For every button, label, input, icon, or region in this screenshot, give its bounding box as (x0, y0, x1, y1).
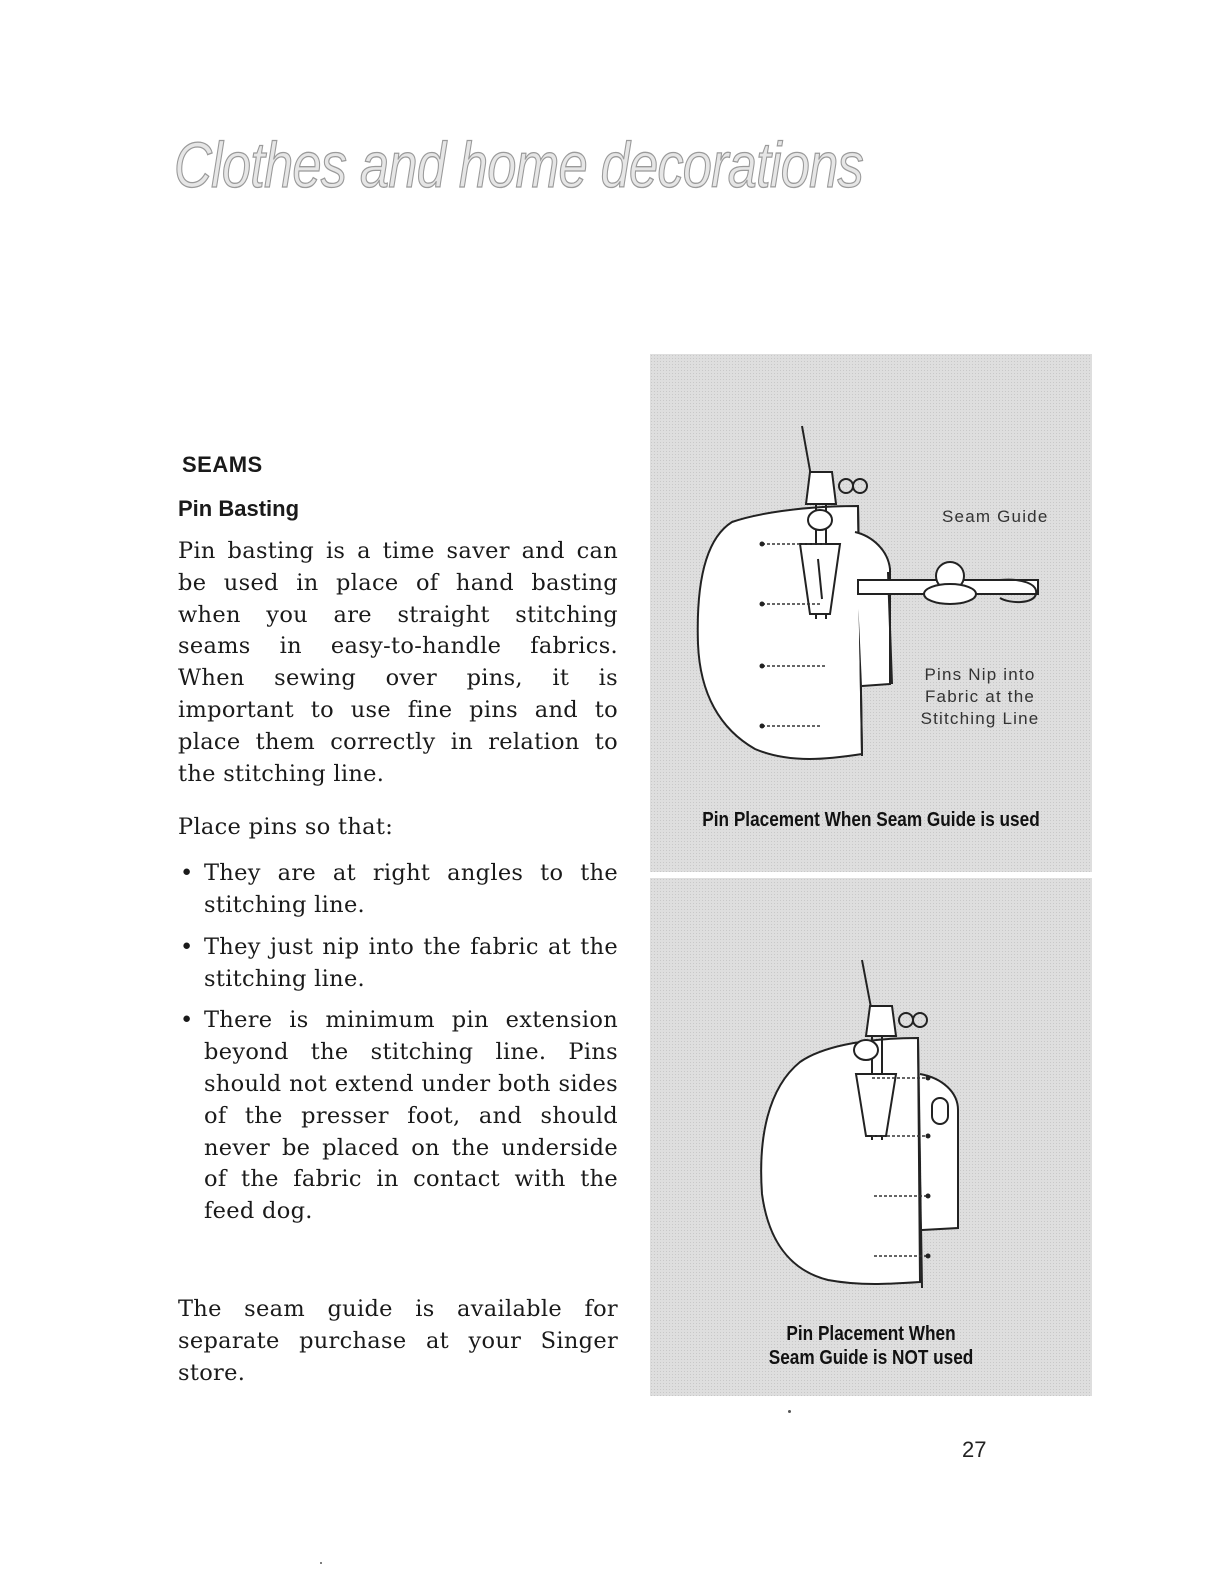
list-item-text: There is minimum pin extension beyond the stitching line. Pins should not extend under both sides of the presser foot, and should never be placed on the underside of the fabric in contact with the feed dog. (204, 1007, 618, 1225)
text-column (178, 452, 618, 1238)
list-item (178, 932, 618, 996)
list-item-text: They are at right angles to the stitching line. (204, 860, 618, 918)
list-item (178, 1005, 618, 1228)
caption-line: Pin Placement When (786, 1323, 956, 1345)
bullet-icon: • (180, 1007, 194, 1034)
list-intro: Place pins so that: (178, 814, 394, 841)
section-heading: SEAMS (182, 452, 263, 477)
figure-seam-guide-not-used (650, 878, 1092, 1396)
figure-caption (681, 1322, 1061, 1370)
scan-speck (788, 1410, 791, 1413)
availability-note: The seam guide is available for separate purchase at your Singer store. (178, 1296, 618, 1386)
bullet-list (178, 858, 618, 1228)
caption-line: Seam Guide is NOT used (768, 1347, 974, 1369)
page-number: 27 (962, 1437, 987, 1462)
bullet-icon: • (180, 933, 194, 960)
pins-label-line: Fabric at the (924, 687, 1036, 706)
body-paragraph: Pin basting is a time saver and can be used in place of hand basting when you are straight stitching seams in easy-to-handle fabrics. When sewing over pins, it is important to use fine pins and to place them correctly in relation to the stitching line. (178, 538, 618, 787)
figure-caption: Pin Placement When Seam Guide is used (702, 809, 1040, 831)
scan-speck (320, 1562, 322, 1564)
chapter-title: Clothes and home decorations (174, 129, 863, 201)
figure-seam-guide-used (650, 354, 1092, 872)
pins-label-line: Pins Nip into (924, 665, 1036, 684)
list-item (178, 858, 618, 922)
sewing-foot-no-guide-illustration (650, 878, 1092, 1396)
sub-heading: Pin Basting (178, 496, 300, 521)
pins-label-line: Stitching Line (920, 709, 1040, 728)
seam-guide-label: Seam Guide (942, 507, 1049, 526)
pins-nip-label (900, 664, 1060, 730)
sewing-foot-seam-guide-illustration (650, 354, 1092, 872)
list-item-text: They just nip into the fabric at the stitching line. (204, 933, 618, 992)
bullet-icon: • (180, 860, 194, 887)
